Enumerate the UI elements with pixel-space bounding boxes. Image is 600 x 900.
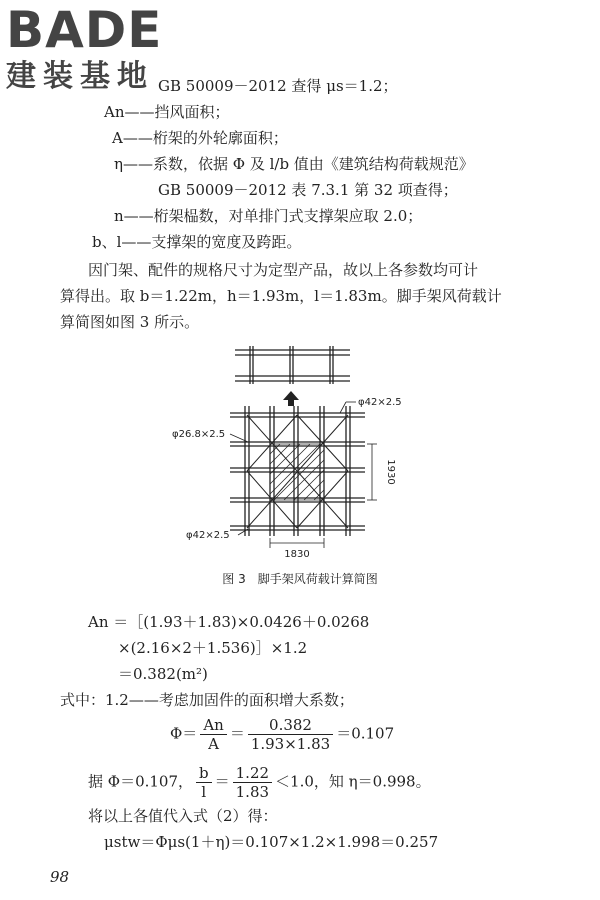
definition-an: An——挡风面积； bbox=[104, 103, 230, 121]
dimension-width: 1830 bbox=[284, 549, 310, 560]
judgement-equals: ＝ bbox=[214, 772, 230, 791]
fraction-numerator: 0.382 bbox=[248, 716, 333, 735]
formula-an-line-1: An ＝［(1.93＋1.83)×0.0426＋0.0268 bbox=[88, 613, 370, 631]
formula-an-line-2: ×(2.16×2＋1.536)］×1.2 bbox=[118, 639, 308, 657]
label-pipe-top-right: φ42×2.5 bbox=[358, 397, 402, 408]
logo-brand: BADE bbox=[6, 1, 163, 59]
page-number: 98 bbox=[50, 868, 70, 886]
phi-lhs: Φ＝ bbox=[170, 724, 198, 743]
text-line-1: GB 50009－2012 查得 μs＝1.2； bbox=[158, 77, 398, 95]
definition-a: A——桁架的外轮廓面积； bbox=[112, 129, 288, 147]
paragraph-line-3: 算简图如图 3 所示。 bbox=[60, 313, 200, 331]
definition-eta: η——系数，依据 Φ 及 l/b 值由《建筑结构荷载规范》 bbox=[114, 155, 474, 173]
fraction-denominator: A bbox=[208, 735, 219, 753]
fraction-numerator: b bbox=[196, 764, 212, 783]
fraction-b-l bbox=[196, 764, 212, 801]
dimension-height: 1930 bbox=[385, 459, 396, 485]
fraction-denominator: l bbox=[201, 783, 207, 801]
fraction-ratio bbox=[233, 764, 272, 801]
fraction-values bbox=[248, 716, 333, 753]
phi-equals: ＝ bbox=[229, 724, 245, 743]
label-pipe-left: φ26.8×2.5 bbox=[172, 429, 226, 440]
figure-caption: 图 3 脚手架风荷载计算简图 bbox=[222, 572, 378, 586]
fraction-numerator: 1.22 bbox=[233, 764, 272, 783]
label-pipe-bottom-left: φ42×2.5 bbox=[186, 530, 230, 541]
paragraph-line-2: 算得出。取 b＝1.22m，h＝1.93m，l＝1.83m。脚手架风荷载计 bbox=[60, 287, 502, 305]
fraction-an-a bbox=[200, 716, 227, 753]
definition-eta-cont: GB 50009－2012 表 7.3.1 第 32 项查得； bbox=[158, 181, 458, 199]
logo-subtitle: 建装基地 bbox=[6, 59, 154, 94]
paragraph-line-1: 因门架、配件的规格尺寸为定型产品，故以上各参数均可计 bbox=[88, 261, 479, 279]
wind-arrow-icon bbox=[283, 391, 299, 406]
formula-an-line-3: ＝0.382(m²) bbox=[118, 665, 208, 683]
definition-b-l: b、l——支撑架的宽度及跨距。 bbox=[92, 233, 302, 251]
formula-phi bbox=[170, 716, 394, 753]
judgement-suffix: ＜1.0，知 η＝0.998。 bbox=[275, 772, 431, 791]
judgement-prefix: 据 Φ＝0.107， bbox=[88, 772, 194, 791]
fraction-denominator: 1.83 bbox=[235, 783, 270, 801]
logo bbox=[6, 1, 176, 94]
formula-note: 式中：1.2——考虑加固件的面积增大系数； bbox=[60, 691, 354, 709]
fraction-denominator: 1.93×1.83 bbox=[250, 735, 331, 753]
elevation-view bbox=[235, 346, 350, 384]
phi-rhs: ＝0.107 bbox=[336, 724, 395, 743]
substitute-text: 将以上各值代入式（2）得： bbox=[88, 807, 278, 825]
formula-final: μstw＝Φμs(1＋η)＝0.107×1.2×1.998＝0.257 bbox=[104, 833, 439, 851]
scaffold-diagram bbox=[160, 338, 440, 563]
definition-n: n——桁架榀数，对单排门式支撑架应取 2.0； bbox=[114, 207, 423, 225]
formula-judgement bbox=[88, 764, 431, 801]
fraction-numerator: An bbox=[200, 716, 227, 735]
